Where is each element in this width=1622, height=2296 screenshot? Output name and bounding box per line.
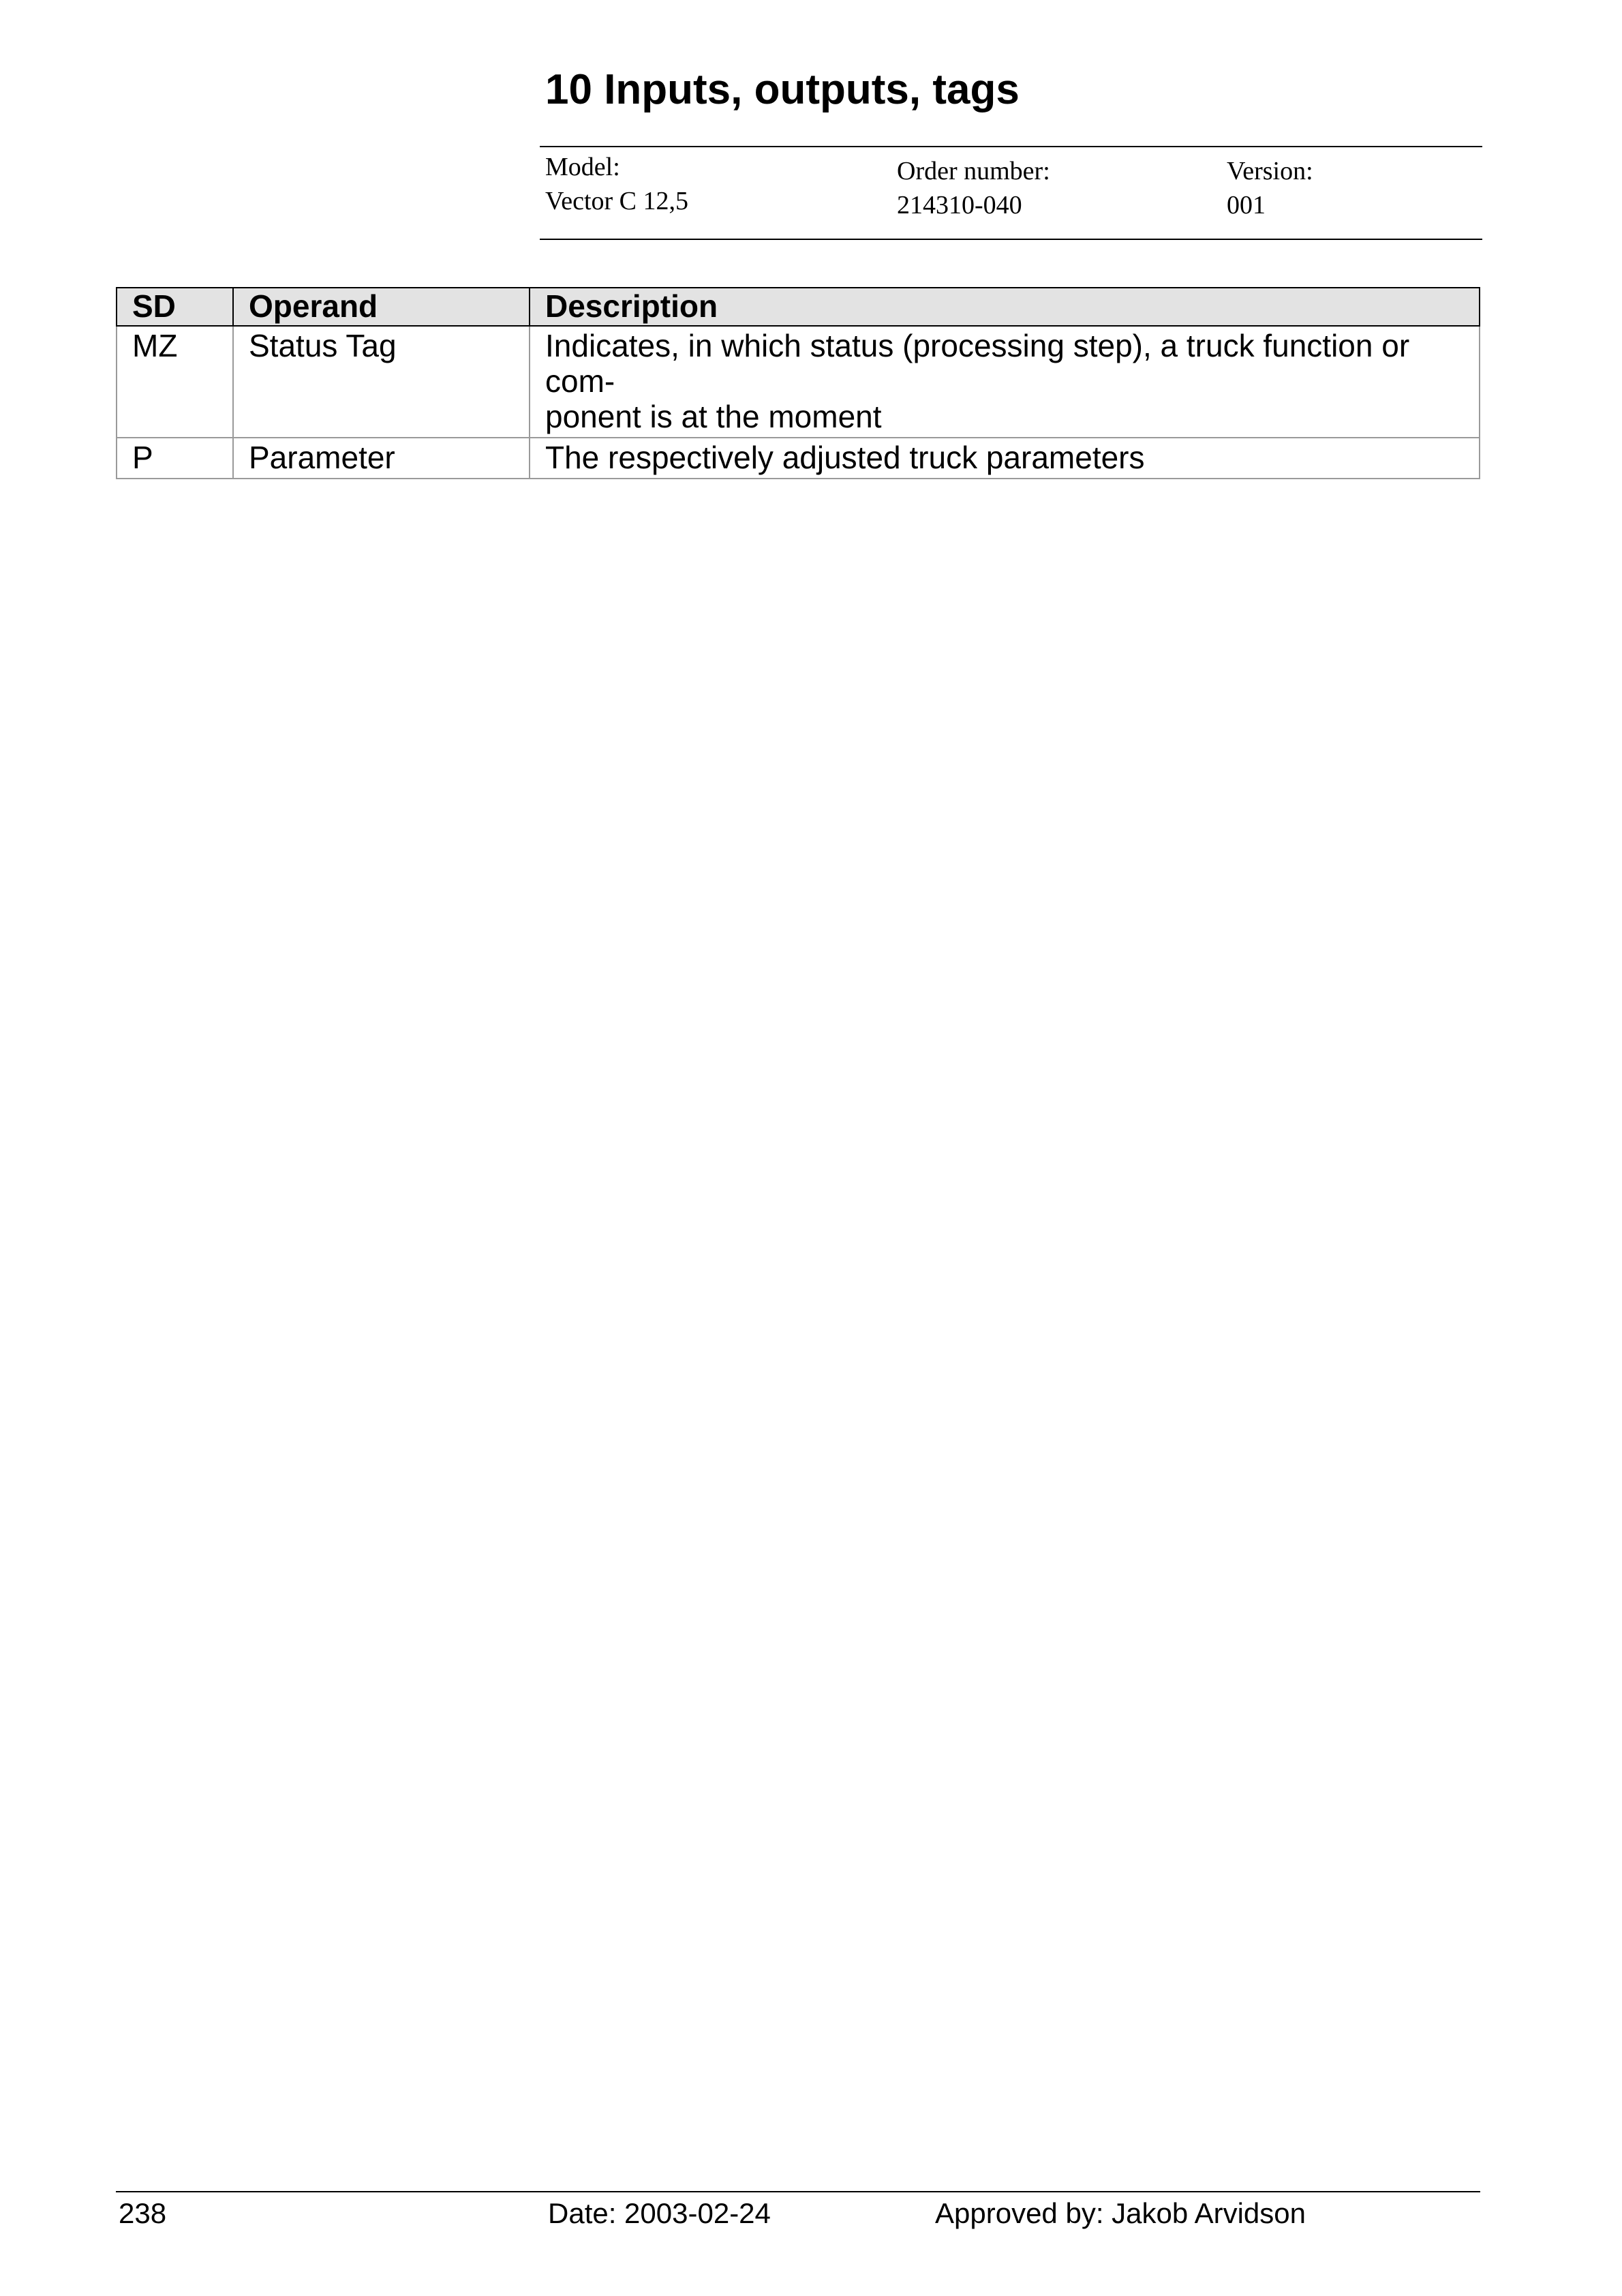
- version-label: Version:: [1227, 157, 1313, 185]
- order-number-label: Order number:: [897, 157, 1050, 185]
- footer-date: Date: 2003-02-24: [548, 2197, 771, 2229]
- column-header-description: Description: [530, 288, 1480, 326]
- cell-description: [530, 438, 1480, 479]
- cell-operand: Status Tag: [233, 326, 530, 438]
- table-row: [117, 438, 1480, 479]
- order-number-field: [897, 154, 1050, 222]
- page-title: 10 Inputs, outputs, tags: [545, 66, 1020, 113]
- page-number: 238: [119, 2197, 167, 2229]
- document-metadata: [540, 146, 1482, 240]
- order-number-value: 214310-040: [897, 191, 1022, 220]
- version-value: 001: [1227, 191, 1266, 220]
- description-line: Indicates, in which status (processing step), a truck function or com-: [545, 328, 1410, 399]
- model-field: [545, 150, 688, 218]
- model-label: Model:: [545, 153, 620, 181]
- model-value: Vector C 12,5: [545, 187, 689, 215]
- operands-table: [116, 287, 1480, 479]
- cell-sd: MZ: [117, 326, 233, 438]
- footer-divider: [116, 2191, 1480, 2192]
- column-header-sd: SD: [117, 288, 233, 326]
- cell-operand: Parameter: [233, 438, 530, 479]
- description-line: The respectively adjusted truck parameters: [545, 440, 1145, 475]
- cell-sd: P: [117, 438, 233, 479]
- cell-description: [530, 326, 1480, 438]
- table-row: [117, 326, 1480, 438]
- column-header-operand: Operand: [233, 288, 530, 326]
- description-line: ponent is at the moment: [545, 399, 882, 434]
- table-header-row: [117, 288, 1480, 326]
- footer-approved-by: Approved by: Jakob Arvidson: [935, 2197, 1306, 2229]
- version-field: [1227, 154, 1313, 222]
